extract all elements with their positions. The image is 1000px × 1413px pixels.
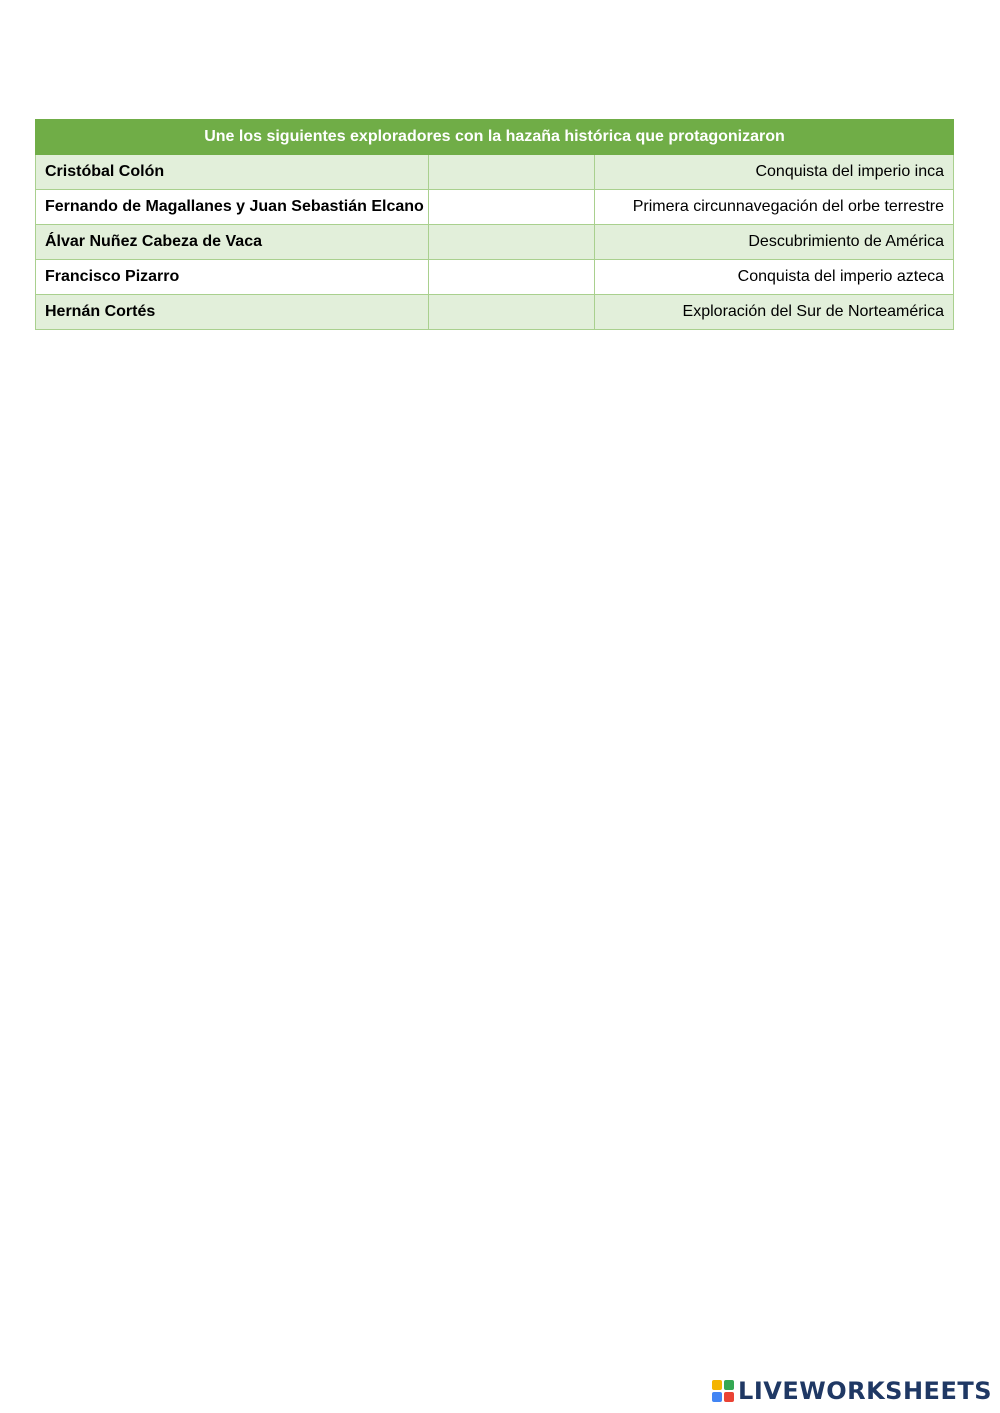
feat-cell[interactable]: Exploración del Sur de Norteamérica xyxy=(595,295,954,330)
explorer-cell[interactable]: Hernán Cortés xyxy=(36,295,429,330)
explorer-cell[interactable]: Cristóbal Colón xyxy=(36,155,429,190)
match-blank-cell[interactable] xyxy=(429,295,595,330)
worksheet xyxy=(35,119,953,330)
table-row xyxy=(36,190,954,225)
feat-cell[interactable]: Descubrimiento de América xyxy=(595,225,954,260)
match-blank-cell[interactable] xyxy=(429,155,595,190)
worksheet-title: Une los siguientes exploradores con la hazaña histórica que protagonizaron xyxy=(36,120,954,155)
table-row xyxy=(36,155,954,190)
table-row xyxy=(36,260,954,295)
match-blank-cell[interactable] xyxy=(429,190,595,225)
table-row xyxy=(36,225,954,260)
feat-cell[interactable]: Conquista del imperio azteca xyxy=(595,260,954,295)
match-blank-cell[interactable] xyxy=(429,225,595,260)
liveworksheets-logo-icon xyxy=(712,1380,734,1402)
feat-cell[interactable]: Conquista del imperio inca xyxy=(595,155,954,190)
liveworksheets-branding xyxy=(712,1377,992,1405)
explorer-cell[interactable]: Fernando de Magallanes y Juan Sebastián Elcano xyxy=(36,190,429,225)
explorer-cell[interactable]: Francisco Pizarro xyxy=(36,260,429,295)
table-row xyxy=(36,295,954,330)
matching-table xyxy=(35,119,954,330)
match-blank-cell[interactable] xyxy=(429,260,595,295)
table-header-row xyxy=(36,120,954,155)
explorer-cell[interactable]: Álvar Nuñez Cabeza de Vaca xyxy=(36,225,429,260)
brand-name: LIVEWORKSHEETS xyxy=(738,1377,992,1405)
feat-cell[interactable]: Primera circunnavegación del orbe terrestre xyxy=(595,190,954,225)
